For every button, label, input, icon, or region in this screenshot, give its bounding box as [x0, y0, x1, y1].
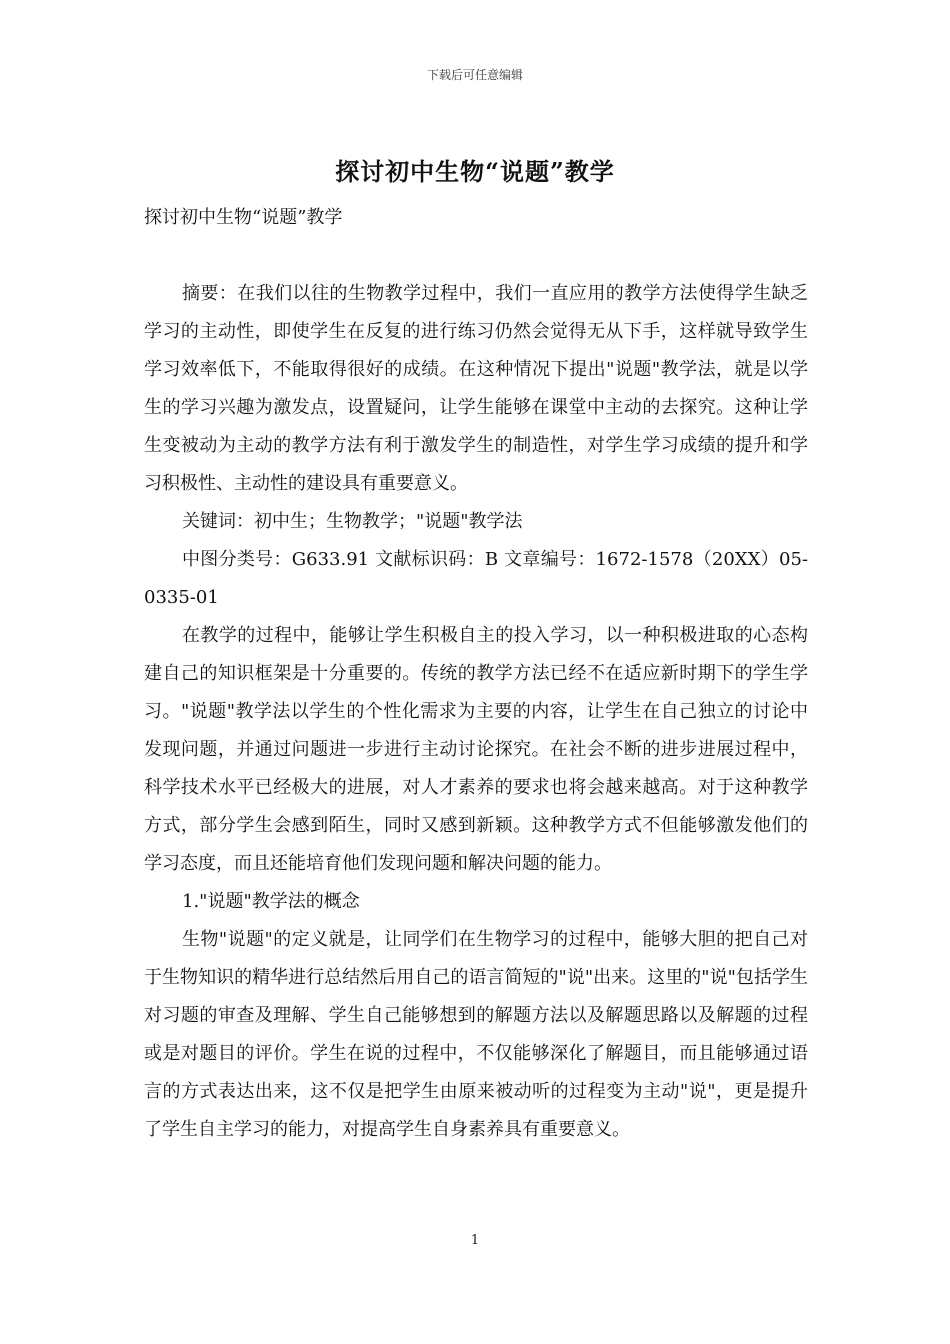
document-title: 探讨初中生物“说题”教学 [335, 157, 615, 186]
document-body [144, 199, 808, 1149]
keywords-line: 关键词：初中生；生物教学；"说题"教学法 [182, 511, 523, 532]
document-subtitle: 探讨初中生物“说题”教学 [144, 207, 343, 228]
page-number: 1 [470, 1233, 480, 1248]
intro-paragraph: 在教学的过程中，能够让学生积极自主的投入学习，以一种积极进取的心态构建自己的知识框架是十分重要的。传统的教学方法已经不在适应新时期下的学生学习。"说题"教学法以学生的个性化需求为主要的内容，让学生在自己独立的讨论中发现问题，并通过问题进一步进行主动讨论探究。在社会不断的进步进展过程中，科学技术水平已经极大的进展，对人才素养的要求也将会越来越高。对于这种教学方式，部分学生会感到陌生，同时又感到新颖。这种教学方式不但能够激发他们的学习态度，而且还能培育他们发现问题和解决问题的能力。 [144, 625, 808, 874]
header-note: 下载后可任意编辑 [426, 68, 523, 82]
abstract-paragraph: 摘要：在我们以往的生物教学过程中，我们一直应用的教学方法使得学生缺乏学习的主动性，即使学生在反复的进行练习仍然会觉得无从下手，这样就导致学生学习效率低下，不能取得很好的成绩。在这种情况下提出"说题"教学法，就是以学生的学习兴趣为激发点，设置疑问，让学生能够在课堂中主动的去探究。这种让学生变被动为主动的教学方法有利于激发学生的制造性，对学生学习成绩的提升和学习积极性、主动性的建设具有重要意义。 [144, 283, 808, 494]
classification-line: 中图分类号：G633.91 文献标识码：B 文章编号：1672-1578（20XX）05-0335-01 [144, 549, 808, 608]
section-heading: 1."说题"教学法的概念 [182, 891, 360, 912]
section-paragraph: 生物"说题"的定义就是，让同学们在生物学习的过程中，能够大胆的把自己对于生物知识的精华进行总结然后用自己的语言简短的"说"出来。这里的"说"包括学生对习题的审查及理解、学生自己能够想到的解题方法以及解题思路以及解题的过程或是对题目的评价。学生在说的过程中，不仅能够深化了解题目，而且能够通过语言的方式表达出来，这不仅是把学生由原来被动听的过程变为主动"说"，更是提升了学生自主学习的能力，对提高学生自身素养具有重要意义。 [144, 929, 808, 1140]
blank-line [144, 237, 808, 275]
